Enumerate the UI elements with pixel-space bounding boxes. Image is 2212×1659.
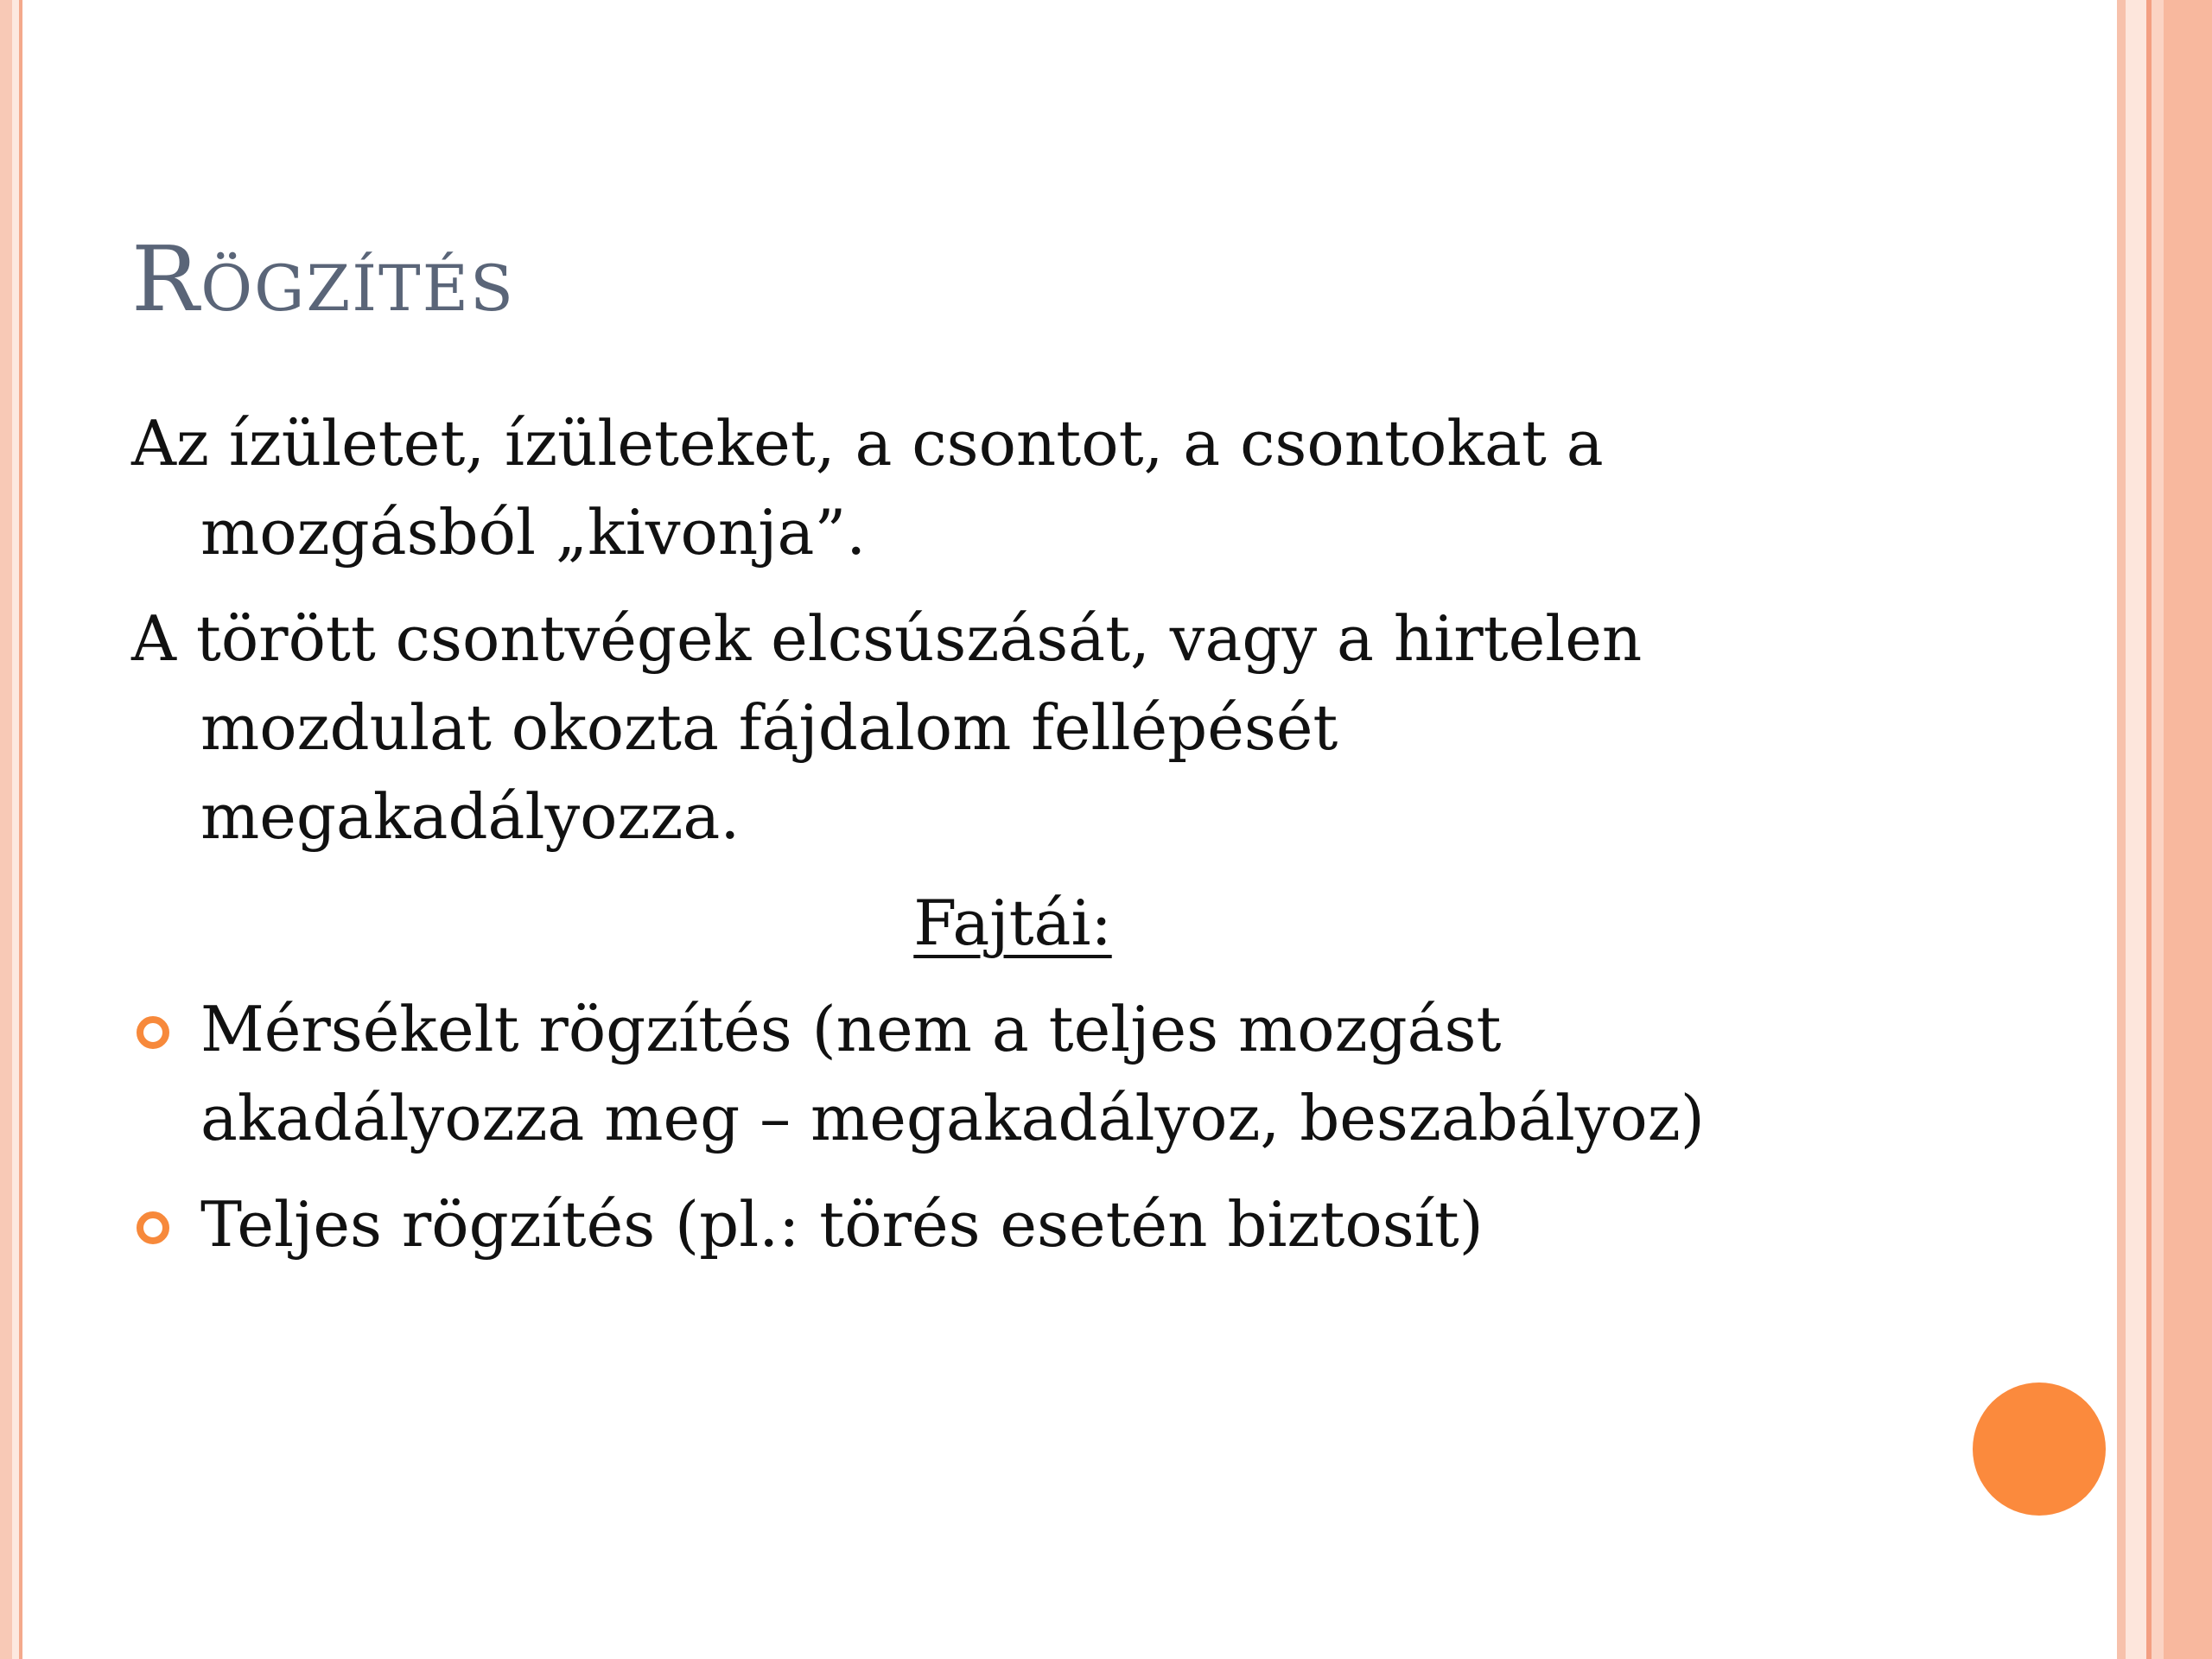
bullet-item bbox=[131, 1180, 1859, 1269]
left-border-stripe bbox=[19, 0, 22, 1659]
slide-body bbox=[131, 399, 1859, 1287]
ring-bullet-icon bbox=[137, 1211, 169, 1244]
decorative-circle bbox=[1973, 1382, 2106, 1516]
slide-title: Rögzítés bbox=[131, 226, 516, 332]
subheading bbox=[131, 879, 1859, 968]
body-paragraph: Az ízületet, ízületeket, a csontot, a csontokat a mozgásból „kivonja”. bbox=[131, 407, 1604, 569]
bullet-text: Mérsékelt rögzítés (nem a teljes mozgást akadályozza meg – megakadályoz, beszabályoz) bbox=[200, 993, 1705, 1154]
ring-bullet-icon bbox=[137, 1016, 169, 1049]
body-paragraph: A törött csontvégek elcsúszását, vagy a hirtelen mozdulat okozta fájdalom fellépését megakadályozza. bbox=[131, 602, 1643, 853]
right-border-stripe bbox=[2117, 0, 2126, 1659]
subheading-text: Fajtái: bbox=[913, 887, 1112, 959]
right-border-stripe bbox=[2126, 0, 2146, 1659]
right-border-stripe bbox=[2152, 0, 2164, 1659]
right-border-stripe bbox=[2164, 0, 2212, 1659]
bullet-item bbox=[131, 985, 1859, 1163]
left-border-stripe bbox=[12, 0, 19, 1659]
left-border-stripe bbox=[0, 0, 12, 1659]
bullet-text: Teljes rögzítés (pl.: törés esetén biztosít) bbox=[200, 1188, 1484, 1261]
